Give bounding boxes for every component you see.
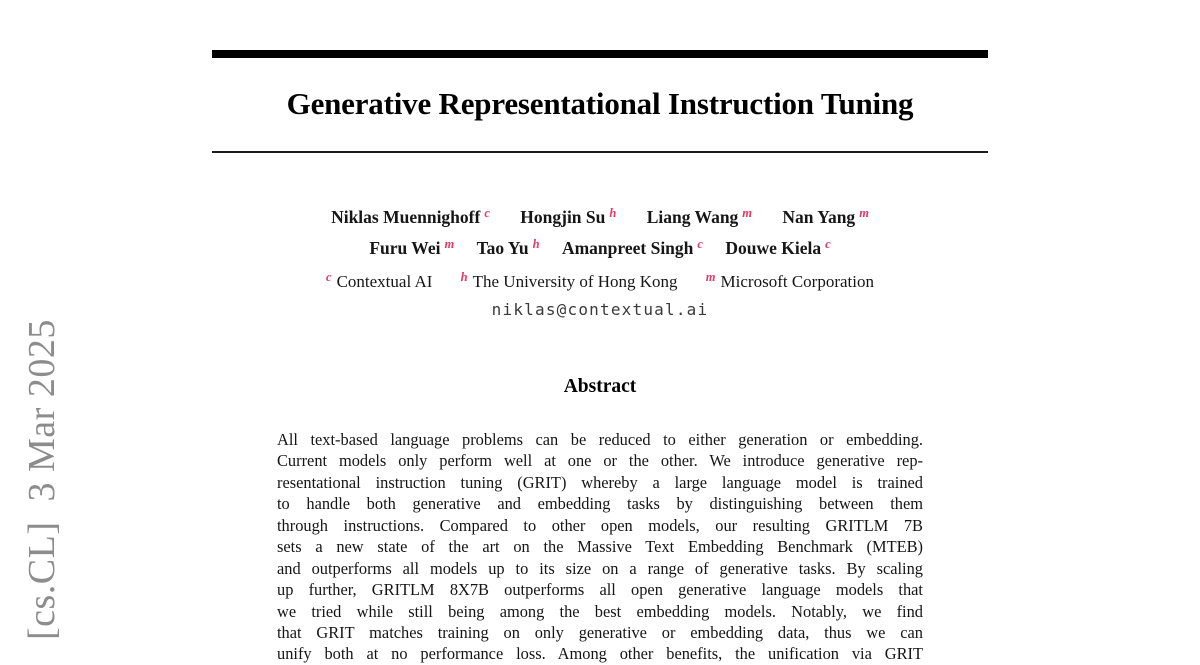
- affiliation-mark: h: [609, 206, 617, 220]
- author: [520, 207, 616, 227]
- abstract-line: unify both at no performance loss. Among other benefits, the unification via GRIT: [277, 644, 923, 664]
- author: [782, 207, 869, 227]
- affiliation-name: The University of Hong Kong: [472, 272, 678, 291]
- affiliation-row: [212, 271, 988, 294]
- author: [725, 238, 830, 258]
- author-row-2: [212, 237, 988, 261]
- abstract-line: and outperforms all models up to its size on a range of generative tasks. By scaling: [277, 558, 923, 578]
- author-name: Nan Yang: [782, 207, 856, 227]
- author-name: Amanpreet Singh: [561, 238, 694, 258]
- abstract-line: that GRIT matches training on only generative or embedding data, thus we can: [277, 622, 923, 642]
- author: [477, 238, 540, 258]
- abstract-line: to handle both generative and embedding tasks by distinguishing between them: [277, 494, 923, 514]
- affiliation-item: [326, 272, 432, 291]
- author-name: Tao Yu: [476, 238, 529, 258]
- abstract-line: All text-based language problems can be reduced to either generation or embedding.: [277, 430, 923, 449]
- abstract-line: sets a new state of the art on the Massive Text Embedding Benchmark (MTEB): [277, 537, 923, 557]
- affiliation-mark: c: [697, 237, 703, 251]
- author-name: Niklas Muennighoff: [331, 207, 481, 227]
- author-name: Douwe Kiela: [725, 238, 822, 258]
- author-row-1: [212, 206, 988, 230]
- author: [562, 238, 703, 258]
- author-name: Liang Wang: [646, 207, 739, 227]
- author: [369, 238, 454, 258]
- abstract-line: through instructions. Compared to other open models, our resulting GRITLM 7B: [277, 515, 923, 535]
- author-name: Furu Wei: [369, 238, 441, 258]
- affiliation-item: [706, 272, 874, 291]
- affiliation-item: [461, 272, 678, 291]
- abstract-heading: Abstract: [563, 376, 637, 397]
- author: [647, 207, 752, 227]
- affiliation-name: Contextual AI: [336, 272, 433, 291]
- affiliation-mark: c: [484, 206, 490, 220]
- arxiv-watermark: [cs.CL] 3 Mar 2025: [21, 319, 63, 640]
- top-rule: [212, 50, 988, 58]
- affiliation-mark: c: [326, 270, 332, 284]
- affiliation-mark: m: [742, 206, 753, 220]
- paper-title: Generative Representational Instruction Tuning: [286, 86, 914, 121]
- author: [331, 207, 490, 227]
- abstract-line: up further, GRITLM 8X7B outperforms all open generative language models that: [277, 580, 923, 600]
- abstract-line: Current models only perform well at one or the other. We introduce generative rep-: [277, 451, 923, 471]
- affiliation-mark: h: [460, 270, 468, 284]
- author-name: Hongjin Su: [520, 207, 606, 227]
- affiliation-mark: m: [444, 237, 455, 251]
- affiliation-mark: c: [825, 237, 831, 251]
- abstract-line: we tried while still being among the best embedding models. Notably, we find: [277, 601, 923, 621]
- affiliation-mark: m: [859, 206, 869, 220]
- title-rule: [212, 151, 988, 153]
- affiliation-mark: m: [705, 270, 716, 284]
- affiliation-mark: h: [532, 237, 540, 251]
- contact-email: niklas@contextual.ai: [491, 300, 709, 319]
- abstract-line: resentational instruction tuning (GRIT) whereby a large language model is trained: [277, 472, 923, 492]
- abstract-body: [277, 429, 923, 665]
- affiliation-name: Microsoft Corporation: [720, 272, 874, 291]
